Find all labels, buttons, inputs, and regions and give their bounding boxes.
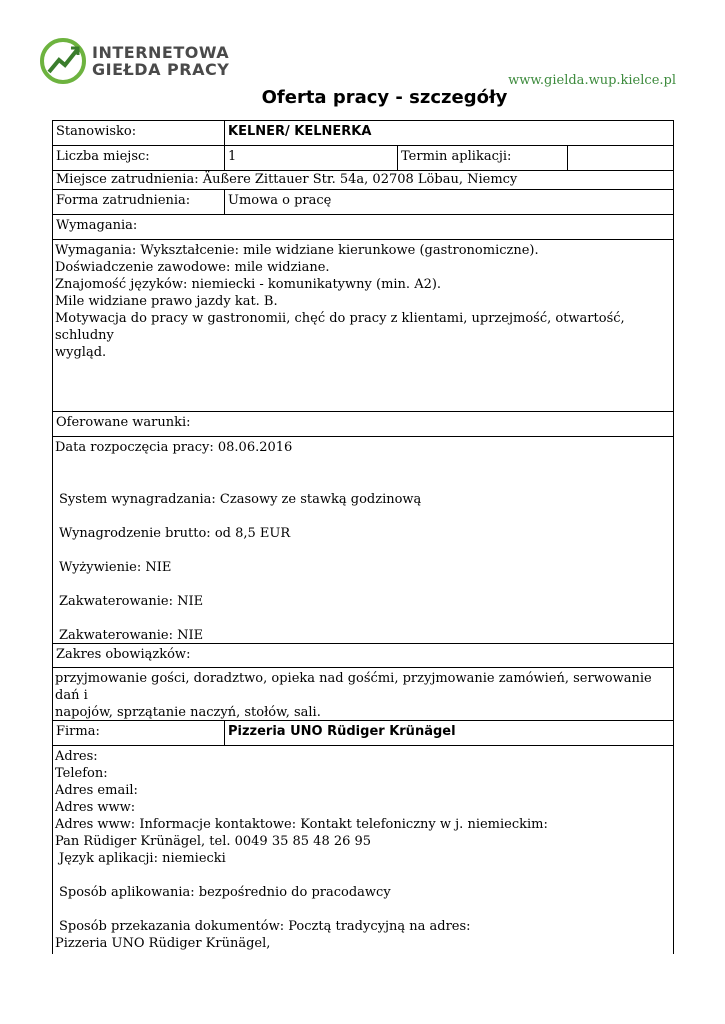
position-row <box>53 121 673 146</box>
requirements-header-row <box>53 215 673 240</box>
company-label: Firma: <box>53 721 225 745</box>
location-row <box>53 171 673 190</box>
deadline-value <box>568 146 673 170</box>
company-line: Adres www: Informacje kontaktowe: Kontakt telefoniczny w j. niemieckim: <box>55 817 548 832</box>
conditions-item: Zakwaterowanie: NIE <box>59 628 204 643</box>
logo-emblem-icon <box>40 38 86 84</box>
duties-text <box>53 668 673 720</box>
requirements-label: Wymagania: <box>56 218 138 233</box>
requirements-line: wygląd. <box>55 345 107 360</box>
requirements-line: Znajomość języków: niemiecki - komunikatywny (min. A2). <box>55 277 442 292</box>
company-method: Sposób aplikowania: bezpośrednio do pracodawcy <box>59 885 391 900</box>
conditions-item: Wyżywienie: NIE <box>59 560 172 575</box>
conditions-label: Oferowane warunki: <box>56 415 191 430</box>
company-line: Pan Rüdiger Krünägel, tel. 0049 35 85 48 26 95 <box>55 834 372 849</box>
company-docs: Sposób przekazania dokumentów: Pocztą tradycyjną na adres: <box>59 919 471 934</box>
conditions-header-row <box>53 412 673 437</box>
deadline-label: Termin aplikacji: <box>398 146 568 170</box>
conditions-item: Wynagrodzenie brutto: od 8,5 EUR <box>59 526 291 541</box>
logo-line-2: GIEŁDA PRACY <box>92 60 230 79</box>
duties-header-row <box>53 644 673 668</box>
duties-body <box>53 668 673 721</box>
conditions-start: Data rozpoczęcia pracy: 08.06.2016 <box>55 440 293 455</box>
logo-line-1: INTERNETOWA <box>92 43 230 62</box>
page-title: Oferta pracy - szczegóły <box>261 87 508 108</box>
company-value: Pizzeria UNO Rüdiger Krünägel <box>228 724 456 739</box>
logo <box>40 38 240 88</box>
places-row <box>53 146 673 171</box>
requirements-body <box>53 240 673 412</box>
places-label: Liczba miejsc: <box>53 146 225 170</box>
company-line: Adres www: <box>55 800 136 815</box>
offer-table <box>52 120 674 954</box>
duties-line: przyjmowanie gości, doradztwo, opieka nad gośćmi, przyjmowanie zamówień, serwowanie dań i <box>55 671 652 703</box>
duties-label: Zakres obowiązków: <box>56 647 191 662</box>
company-lang: Język aplikacji: niemiecki <box>59 851 226 866</box>
requirements-text <box>53 240 673 411</box>
conditions-item: Zakwaterowanie: NIE <box>59 594 204 609</box>
logo-text <box>92 44 229 78</box>
conditions-text <box>53 437 423 643</box>
company-body <box>53 746 673 954</box>
requirements-line: Mile widziane prawo jazdy kat. B. <box>55 294 278 309</box>
company-line: Adres: <box>55 749 98 764</box>
site-url-link[interactable]: www.gielda.wup.kielce.pl <box>508 73 676 88</box>
employment-form-row <box>53 190 673 215</box>
requirements-line: Motywacja do pracy w gastronomii, chęć do pracy z klientami, uprzejmość, otwartość, schludny <box>55 311 625 343</box>
conditions-item: System wynagradzania: Czasowy ze stawką godzinową <box>59 492 422 507</box>
location-text: Miejsce zatrudnienia: Äußere Zittauer Str. 54a, 02708 Löbau, Niemcy <box>56 172 518 187</box>
conditions-body <box>53 437 673 644</box>
company-line: Adres email: <box>55 783 138 798</box>
duties-line: napojów, sprzątanie naczyń, stołów, sali. <box>55 705 321 720</box>
employment-form-value: Umowa o pracę <box>228 193 332 208</box>
company-text <box>53 746 673 954</box>
requirements-line: Doświadczenie zawodowe: mile widziane. <box>55 260 330 275</box>
company-line: Telefon: <box>55 766 108 781</box>
position-label: Stanowisko: <box>53 121 225 145</box>
company-row <box>53 721 673 746</box>
requirements-line: Wymagania: Wykształcenie: mile widziane kierunkowe (gastronomiczne). <box>55 243 539 258</box>
company-last: Pizzeria UNO Rüdiger Krünägel, <box>55 936 271 951</box>
places-value: 1 <box>225 146 398 170</box>
employment-form-label: Forma zatrudnienia: <box>53 190 225 214</box>
position-value: KELNER/ KELNERKA <box>228 124 372 139</box>
